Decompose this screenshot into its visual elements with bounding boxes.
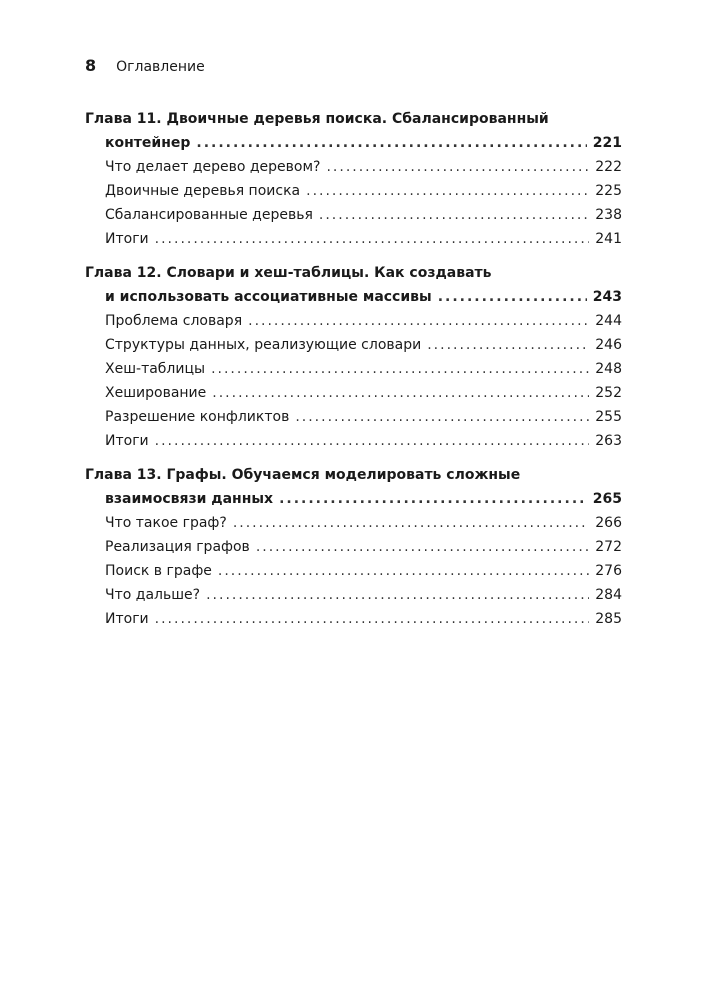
entry-page: 252 <box>595 385 622 401</box>
entry-title: Структуры данных, реализующие словари <box>105 337 422 353</box>
toc-entry <box>85 607 622 631</box>
dot-leader <box>427 333 589 357</box>
toc-entry <box>85 203 622 227</box>
entry-page: 241 <box>595 231 622 247</box>
toc-chapter-12 <box>85 262 622 453</box>
toc-chapter-13 <box>85 464 622 631</box>
toc-entry <box>85 227 622 251</box>
dot-leader <box>319 203 589 227</box>
dot-leader <box>233 511 589 535</box>
entry-page: 276 <box>595 563 622 579</box>
page-header <box>85 56 205 80</box>
chapter-page: 243 <box>592 289 622 305</box>
toc-entry <box>85 583 622 607</box>
entry-page: 246 <box>595 337 622 353</box>
dot-leader <box>155 227 590 251</box>
entry-title: Что дальше? <box>105 587 201 603</box>
chapter-title: Глава 11. Двоичные деревья поиска. Сбалансированный <box>85 111 549 127</box>
toc-entry <box>85 405 622 429</box>
entry-page: 238 <box>595 207 622 223</box>
entry-title: Итоги <box>105 611 149 627</box>
toc-entry <box>85 357 622 381</box>
chapter-title-cont: и использовать ассоциативные массивы <box>105 289 432 305</box>
entry-title: Что делает дерево деревом? <box>105 159 321 175</box>
entry-page: 222 <box>595 159 622 175</box>
dot-leader <box>206 583 589 607</box>
entry-title: Поиск в графе <box>105 563 212 579</box>
toc-entry <box>85 429 622 453</box>
chapter-title-row <box>85 131 622 155</box>
entry-title: Что такое граф? <box>105 515 227 531</box>
dot-leader <box>212 381 589 405</box>
entry-page: 263 <box>595 433 622 449</box>
toc-entry <box>85 333 622 357</box>
toc-chapter-11 <box>85 108 622 251</box>
running-title: Оглавление <box>116 59 205 75</box>
entry-title: Итоги <box>105 433 149 449</box>
dot-leader <box>306 179 589 203</box>
entry-title: Разрешение конфликтов <box>105 409 290 425</box>
entry-title: Реализация графов <box>105 539 250 555</box>
entry-page: 284 <box>595 587 622 603</box>
toc-entry <box>85 511 622 535</box>
dot-leader <box>256 535 589 559</box>
toc-entry <box>85 179 622 203</box>
chapter-title: Глава 13. Графы. Обучаемся моделировать сложные <box>85 467 521 483</box>
entry-page: 255 <box>595 409 622 425</box>
entry-title: Проблема словаря <box>105 313 243 329</box>
dot-leader <box>155 429 590 453</box>
entry-title: Хеширование <box>105 385 207 401</box>
entry-page: 272 <box>595 539 622 555</box>
chapter-page: 265 <box>592 491 622 507</box>
entry-title: Сбалансированные деревья <box>105 207 313 223</box>
dot-leader <box>248 309 589 333</box>
entry-title: Двоичные деревья поиска <box>105 183 301 199</box>
entry-page: 248 <box>595 361 622 377</box>
toc-entry <box>85 155 622 179</box>
dot-leader <box>218 559 589 583</box>
entry-title: Хеш-таблицы <box>105 361 206 377</box>
dot-leader <box>326 155 589 179</box>
dot-leader <box>295 405 589 429</box>
chapter-page: 221 <box>592 135 622 151</box>
page-number: 8 <box>85 56 97 75</box>
entry-page: 225 <box>595 183 622 199</box>
toc-entry <box>85 309 622 333</box>
table-of-contents <box>85 108 622 642</box>
toc-entry <box>85 535 622 559</box>
entry-title: Итоги <box>105 231 149 247</box>
chapter-title-cont: контейнер <box>105 135 191 151</box>
chapter-title-row <box>85 487 622 511</box>
dot-leader <box>279 487 587 511</box>
entry-page: 285 <box>595 611 622 627</box>
dot-leader <box>155 607 590 631</box>
entry-page: 244 <box>595 313 622 329</box>
chapter-title: Глава 12. Словари и хеш-таблицы. Как создавать <box>85 265 492 281</box>
dot-leader <box>438 285 587 309</box>
chapter-title-row <box>85 285 622 309</box>
toc-entry <box>85 381 622 405</box>
chapter-title-cont: взаимосвязи данных <box>105 491 274 507</box>
toc-entry <box>85 559 622 583</box>
dot-leader <box>211 357 589 381</box>
entry-page: 266 <box>595 515 622 531</box>
dot-leader <box>196 131 586 155</box>
